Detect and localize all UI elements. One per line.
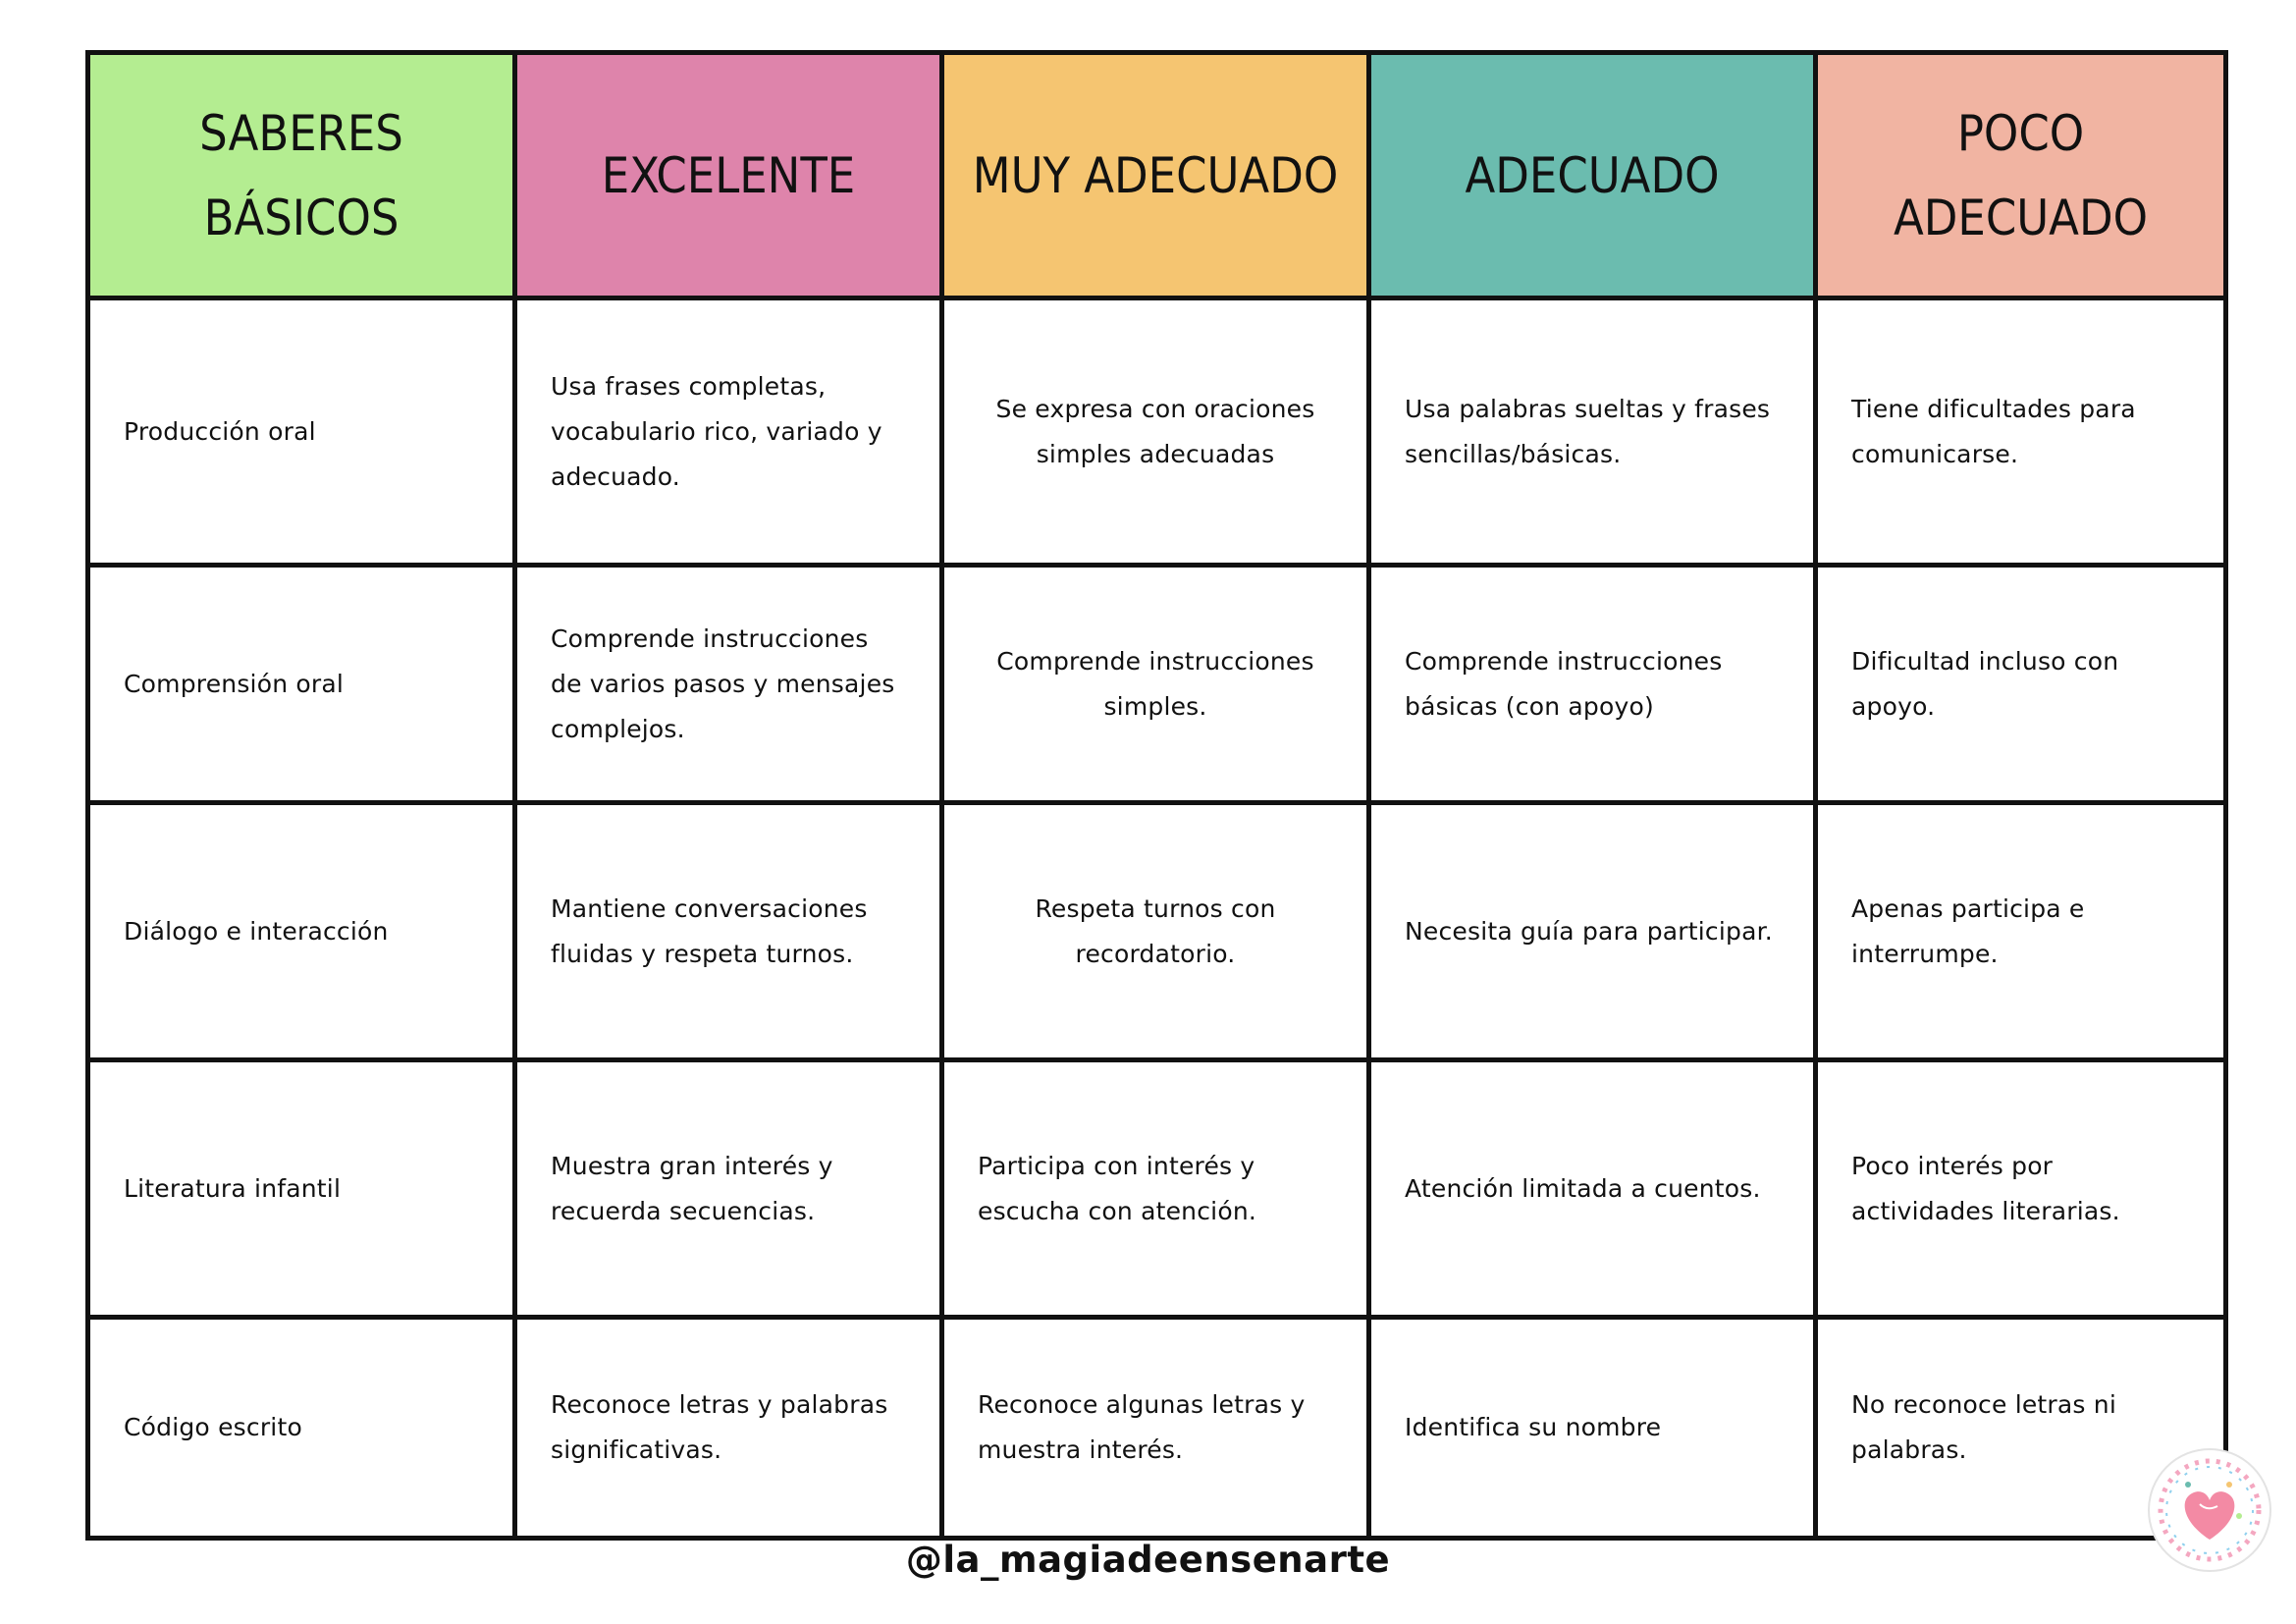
- muy-adecuado-cell: Comprende instrucciones simples.: [942, 566, 1369, 803]
- excelente-cell: Mantiene conversaciones fluidas y respeta turnos.: [515, 803, 942, 1060]
- excelente-cell: Usa frases completas, vocabulario rico, variado y adecuado.: [515, 298, 942, 566]
- adecuado-cell: Identifica su nombre: [1369, 1318, 1816, 1539]
- header-saberes-basicos: [88, 53, 515, 298]
- poco-adecuado-cell: No reconoce letras ni palabras.: [1816, 1318, 2226, 1539]
- adecuado-cell: Usa palabras sueltas y frases sencillas/básicas.: [1369, 298, 1816, 566]
- saber-cell: Producción oral: [88, 298, 515, 566]
- muy-adecuado-cell: Reconoce algunas letras y muestra interés.: [942, 1318, 1369, 1539]
- footer-handle: @la_magiadeensenarte: [905, 1539, 1391, 1581]
- muy-adecuado-cell: Respeta turnos con recordatorio.: [942, 803, 1369, 1060]
- saber-cell: Código escrito: [88, 1318, 515, 1539]
- muy-adecuado-cell: Participa con interés y escucha con atención.: [942, 1060, 1369, 1318]
- saber-cell: Literatura infantil: [88, 1060, 515, 1318]
- poco-adecuado-cell: Tiene dificultades para comunicarse.: [1816, 298, 2226, 566]
- saber-cell: Diálogo e interacción: [88, 803, 515, 1060]
- table-row: [88, 566, 2226, 803]
- header-row: [88, 53, 2226, 298]
- poco-adecuado-cell: Apenas participa e interrumpe.: [1816, 803, 2226, 1060]
- header-saberes-line1: SABERES: [199, 104, 403, 162]
- header-poco-line2: ADECUADO: [1894, 189, 2148, 246]
- excelente-cell: Muestra gran interés y recuerda secuencias.: [515, 1060, 942, 1318]
- header-poco-adecuado: [1816, 53, 2226, 298]
- header-poco-line1: POCO: [1956, 104, 2085, 162]
- adecuado-cell: Atención limitada a cuentos.: [1369, 1060, 1816, 1318]
- table-row: [88, 298, 2226, 566]
- header-adecuado: ADECUADO: [1369, 53, 1816, 298]
- table-row: [88, 1318, 2226, 1539]
- header-muy-adecuado: MUY ADECUADO: [942, 53, 1369, 298]
- header-excelente: EXCELENTE: [515, 53, 942, 298]
- table-row: [88, 1060, 2226, 1318]
- excelente-cell: Reconoce letras y palabras significativas.: [515, 1318, 942, 1539]
- excelente-cell: Comprende instrucciones de varios pasos y mensajes complejos.: [515, 566, 942, 803]
- adecuado-cell: Comprende instrucciones básicas (con apoyo): [1369, 566, 1816, 803]
- adecuado-cell: Necesita guía para participar.: [1369, 803, 1816, 1060]
- poco-adecuado-cell: Poco interés por actividades literarias.: [1816, 1060, 2226, 1318]
- header-saberes-line2: BÁSICOS: [203, 189, 400, 246]
- table-row: [88, 803, 2226, 1060]
- poco-adecuado-cell: Dificultad incluso con apoyo.: [1816, 566, 2226, 803]
- rubric-table: [85, 50, 2228, 1541]
- saber-cell: Comprensión oral: [88, 566, 515, 803]
- muy-adecuado-cell: Se expresa con oraciones simples adecuadas: [942, 298, 1369, 566]
